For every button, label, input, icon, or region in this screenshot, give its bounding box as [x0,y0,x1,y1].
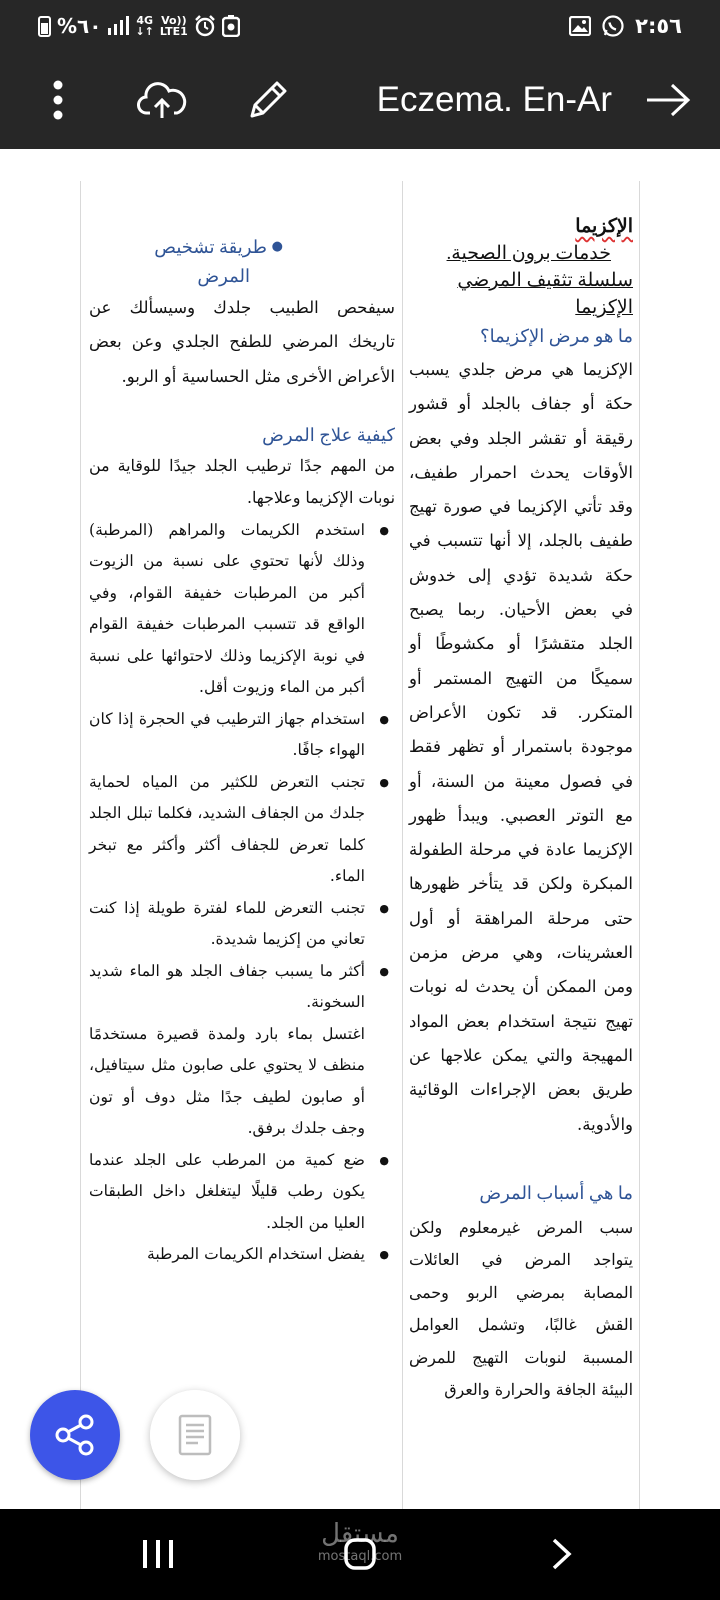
bathing-instructions: اغتسل بماء بارد ولمدة قصيرة مستخدمًا منظف لا يحتوي على صابون مثل سيتافيل، أو صابون لطيف جدًا مثل دوف أو تون وجف جلدك برفق. [89,1024,365,1138]
pencil-icon [246,78,290,122]
list-item: ● تجنب التعرض للماء لفترة طويلة إذا كنت تعاني من إكزيما شديدة. [89,893,395,956]
whatsapp-icon [601,14,625,38]
chevron-right-icon [550,1537,574,1571]
paragraph-treatment: من المهم جدًا ترطيب الجلد جيدًا للوقاية من نوبات الإكزيما وعلاجها. [89,455,395,508]
list-item: ● أكثر ما يسبب جفاف الجلد هو الماء شديد السخونة. [89,956,395,1019]
section-heading-causes: ما هي أسباب المرض [479,1182,633,1203]
recent-apps-button[interactable] [128,1529,188,1579]
column-divider [402,181,403,1509]
app-notification-icon [222,15,240,37]
app-toolbar [0,52,720,149]
diagnosis-heading-block [89,233,395,291]
signal-icon [107,16,129,36]
back-button[interactable] [532,1529,592,1579]
section-heading-diagnosis: طريقة تشخيص [154,237,267,257]
page-view-button[interactable] [150,1390,240,1480]
edit-button[interactable] [236,68,300,132]
upload-button[interactable] [130,68,194,132]
data-arrows-icon: ↓↑ [135,25,154,38]
home-button[interactable] [330,1529,390,1579]
section-heading-treatment: كيفية علاج المرض [262,424,395,445]
doc-heading: الإكزيما [575,216,633,237]
volte-icon [160,15,188,37]
alarm-icon [194,15,216,37]
more-options-button[interactable] [26,68,90,132]
paragraph-diagnosis: سيفحص الطبيب جلدك وسيسألك عن تاريخك المرضي للطفح الجلدي وعن بعض الأعراض الأخرى مثل الحساسية أو الربو. [89,298,395,386]
document-title: Eczema. En-Ar [376,80,612,119]
section-heading-what-is: ما هو مرض الإكزيما؟ [480,326,633,346]
network-4g-icon [135,15,153,37]
battery-percent: %٦٠ [57,14,102,38]
status-left [38,10,240,42]
cloud-upload-icon [137,80,187,120]
topic-line: الإكزيما [575,297,633,318]
network-label: 4G [136,14,154,27]
list-item: ● ضع كمية من المرطب على الجلد عندما يكون رطب قليلًا ليتغلغل داخل الطبقات العليا من الجلد. [89,1145,395,1240]
bullet-icon: ● [271,239,283,254]
forward-button[interactable] [636,68,700,132]
status-right [569,10,682,42]
list-item: ● تجنب التعرض للكثير من المياه لحماية جلدك من الجفاف الشديد، فكلما تبلل الجلد كلما تعرض للجفاف أكثر وأكثر مع تبخر الماء. [89,767,395,893]
paragraph-what-is: الإكزيما هي مرض جلدي يسبب حكة أو جفاف بالجلد أو قشور رقيقة أو تقشر الجلد وفي بعض الأوقات يحدث احمرار طفيف، وقد تأتي الإكزيما في صورة تهيج طفيف بالجلد، إلا أنها تتسبب في حكة شديدة تؤدي إلى خدوش في بعض الأحيان. ربما يصبح الجلد متقشرًا أو مكشوطًا أو سميكًا من التهيج المستمر أو المتكرر. قد تكون الأعراض موجودة باستمرار أو تظهر فقط في فصول معينة من السنة، أو مع التوتر العصبي. ويبدأ ظهور الإكزيما عادة في مرحلة الطفولة المبكرة ولكن قد يتأخر ظهورها حتى مرحلة المراهقة أو أول العشرينات، وهي مرض مزمن ومن الممكن أن يحدث له نوبات تهيج نتيجة استخدام بعض المواد المهيجة والتي يمكن علاجها عن طريق بعض الإجراءات الوقائية والأدوية. [409,360,633,1134]
battery-icon [38,16,51,37]
document-page [80,181,640,1509]
treatment-list [89,515,395,1019]
gallery-icon [569,16,591,36]
list-item: ● استخدام جهاز الترطيب في الحجرة إذا كان الهواء جافًا. [89,704,395,767]
watermark-english: mostaql.com [317,1549,403,1564]
publisher-line: خدمات برون الصحية. [446,243,611,264]
volte-label: Vo)) [161,14,187,27]
watermark-arabic: مستقل [321,1519,399,1549]
clock: ٢:٥٦ [635,14,682,38]
document-icon [178,1414,212,1456]
recent-apps-icon [141,1538,175,1570]
arrow-right-icon [645,83,691,117]
share-icon [53,1413,97,1457]
home-icon [343,1537,377,1571]
paragraph-causes: سبب المرض غيرمعلوم ولكن يتواجد المرض في العائلات المصابة بمرضي الربو وحمى القش غالبًا، وتشمل العوامل المسببة لنوبات التهيج للمرض البيئة الجافة والحرارة والعرق [409,1217,633,1400]
series-line: سلسلة تثقيف المرضي [457,270,633,291]
navigation-bar [0,1509,720,1600]
right-column [409,214,633,1407]
left-column [89,233,395,1271]
status-bar [0,0,720,52]
share-button[interactable] [30,1390,120,1480]
section-heading-diagnosis-line2: المرض [197,266,250,286]
treatment-list-continued [89,1145,395,1271]
lte-label: LTE1 [159,25,188,38]
list-item: ● يفضل استخدام الكريمات المرطبة [89,1239,395,1271]
document-viewer[interactable] [0,149,720,1509]
list-item: ● استخدم الكريمات والمراهم (المرطبة) وذلك لأنها تحتوي على نسبة من الزيوت أكبر من المرطبات خفيفة القوام، وفي الواقع قد تتسبب المرطبات خفيفة القوام في نوبة الإكزيما وذلك لاحتوائها على نسبة أكبر من الماء وزيوت أقل. [89,515,395,704]
more-vert-icon [52,80,64,120]
